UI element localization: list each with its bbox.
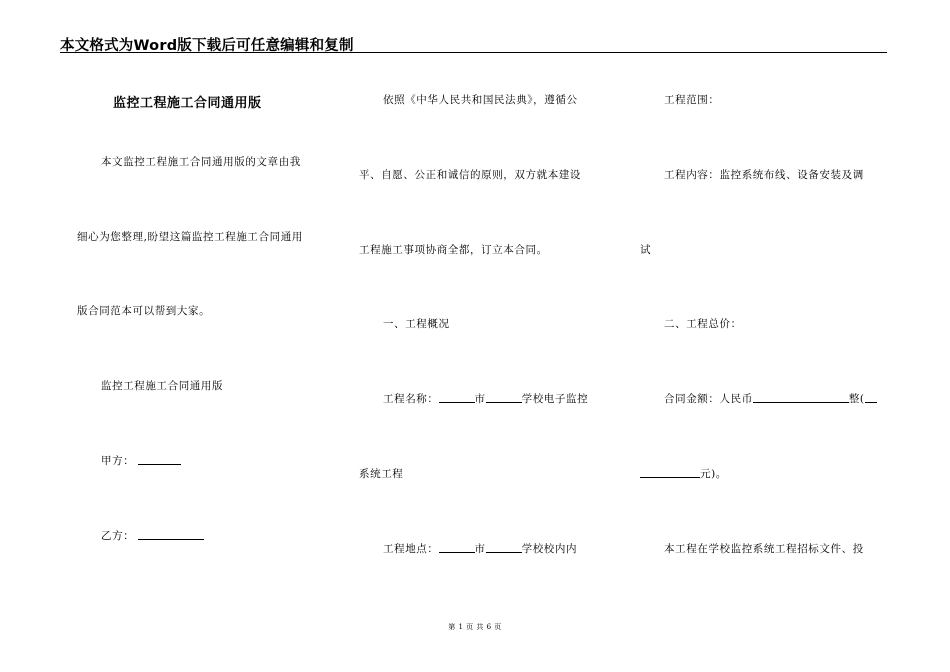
- project-name-continued: 系统工程: [359, 468, 404, 480]
- preamble-line-2: 平、自愿、公正和诚信的原则，双方就本建设: [359, 169, 581, 181]
- party-a-label: 甲方：: [101, 455, 135, 467]
- project-name-label: 工程名称：: [383, 393, 439, 405]
- contract-amount-line: [664, 391, 877, 406]
- project-location-city-blank: [439, 542, 475, 553]
- preamble-line-1: 依照《中华人民共和国民法典》，遵循公: [383, 94, 578, 106]
- intro-line-1: 本文监控工程施工合同通用版的文章由我: [101, 156, 301, 168]
- contract-amount-continued: [640, 466, 727, 481]
- project-name-line: [383, 391, 588, 406]
- contract-amount-yuan-blank: [640, 467, 700, 478]
- party-b-label: 乙方：: [101, 530, 135, 542]
- project-location-line: [383, 541, 577, 556]
- project-name-city-blank: [439, 392, 475, 403]
- contract-amount-end: 元)。: [700, 468, 727, 480]
- project-name-school-blank: [486, 392, 522, 403]
- intro-line-3: 版合同范本可以帮到大家。: [77, 305, 211, 317]
- contract-amount-blank-2: [865, 392, 877, 403]
- project-name-city: 市: [474, 393, 486, 405]
- project-scope: 工程范围：: [664, 94, 720, 106]
- project-basis-line: 本工程在学校监控系统工程招标文件、投: [664, 543, 864, 555]
- contract-amount-mid: 整(: [848, 393, 865, 405]
- subtitle: 监控工程施工合同通用版: [101, 380, 224, 392]
- party-a-blank: [138, 454, 181, 465]
- party-b-blank: [138, 529, 204, 540]
- project-content-line-2: 试: [640, 244, 652, 256]
- project-content-line-1: 工程内容：监控系统布线、设备安装及调: [664, 169, 864, 181]
- project-location-school: 学校校内内: [521, 543, 578, 555]
- intro-line-2: 细心为您整理,盼望这篇监控工程施工合同通用: [77, 231, 303, 243]
- page-header: 本文格式为Word版下载后可任意编辑和复制: [60, 38, 354, 54]
- page-footer: 第 1 页 共 6 页: [448, 623, 502, 631]
- project-location-school-blank: [486, 542, 522, 553]
- project-location-city: 市: [474, 543, 486, 555]
- header-rule: [60, 52, 887, 53]
- contract-amount-blank: [753, 392, 849, 403]
- project-location-label: 工程地点：: [383, 543, 439, 555]
- party-b-line: [101, 528, 204, 543]
- contract-amount-label: 合同金额：人民币: [664, 393, 753, 405]
- section-2-heading: 二、工程总价：: [664, 318, 742, 330]
- document-title: 监控工程施工合同通用版: [113, 96, 262, 111]
- party-a-line: [101, 453, 181, 468]
- preamble-line-3: 工程施工事项协商全都，订立本合同。: [359, 244, 548, 256]
- section-1-heading: 一、工程概况: [383, 318, 450, 330]
- project-name-school: 学校电子监控: [521, 393, 589, 405]
